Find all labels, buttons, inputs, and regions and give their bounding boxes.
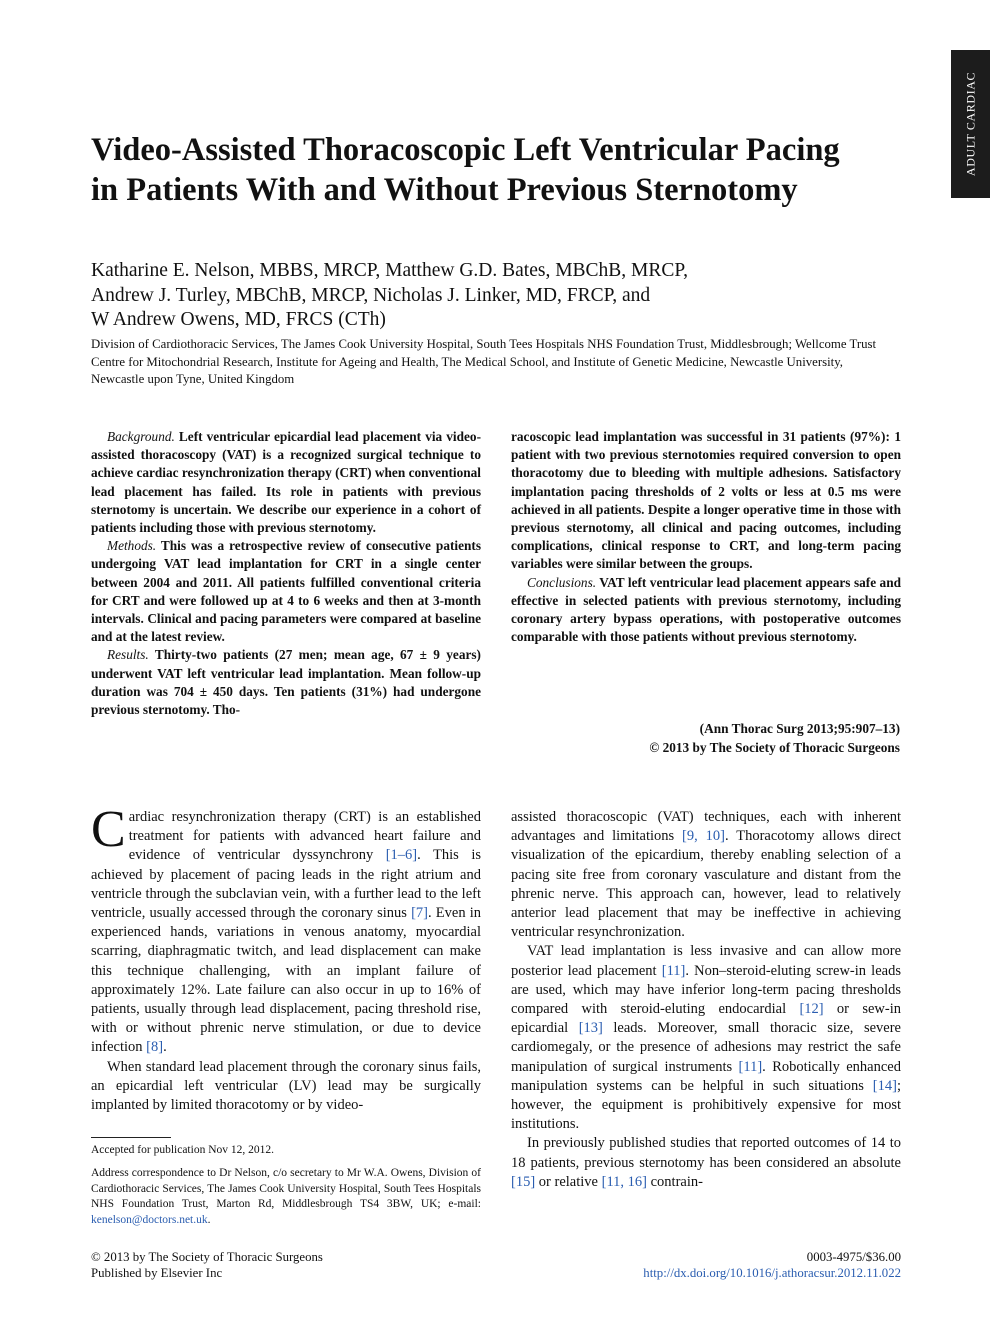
body-paragraph <box>511 808 901 942</box>
abstract-right-column <box>511 428 901 646</box>
abstract-results-continued: racoscopic lead implantation was successful in 31 patients (97%): 1 patient with two previous sternotomies required conversion to open thoracotomy due to bleeding with multiple adhesions. Satisfactory implantation pacing thresholds of 2 volts or less at 0.5 ms were achieved in all patients. Despite a longer operative time in those with previous sternotomy, all clinical and pacing outcomes, including complications, clinical response to CRT, and long-term pacing variables were similar between the groups. <box>511 429 901 572</box>
body-text: . Thoracotomy allows direct visualization of the epicardium, thereby enabling selection of a pacing site free from coronary vasculature and distant from the phrenic nerve. This approach can, however, lead to relatively anterior lead placement that may be ineffective in achieving ventricular resynchronization. <box>511 828 901 941</box>
citation-link[interactable]: [11] <box>738 1058 763 1075</box>
drop-cap: C <box>91 801 126 858</box>
abstract-conclusions: Conclusions. VAT left ventricular lead placement appears safe and effective in selected patients with previous sternotomy, including coronary artery bypass operations, with postoperative outcomes comparable with those patients without previous sternotomy. <box>511 574 901 645</box>
author-list <box>91 259 851 333</box>
citation-link[interactable]: [15] <box>511 1173 536 1190</box>
footer-publisher: Published by Elsevier Inc <box>91 1265 223 1280</box>
affiliation: Division of Cardiothoracic Services, The James Cook University Hospital, South Tees Hospitals NHS Foundation Trust, Middlesbrough; Wellcome Trust Centre for Mitochondrial Research, Institute for Ageing and Health, The Medical School, and Institute of Genetic Medicine, Newcastle University, Newcastle upon Tyne, United Kingdom <box>91 337 877 386</box>
body-text: assisted thoracoscopic (VAT) techniques, each with inherent advantages and limitations <box>511 809 901 845</box>
abstract-label: Background. <box>107 429 175 444</box>
footer-copyright: © 2013 by The Society of Thoracic Surgeons <box>91 1250 323 1264</box>
citation-copyright: © 2013 by The Society of Thoracic Surgeons <box>649 739 900 755</box>
citation-link[interactable]: [9, 10] <box>682 828 725 845</box>
abstract-label: Results. <box>107 647 149 663</box>
abstract-label: Conclusions. <box>527 574 597 590</box>
body-text: When standard lead placement through the coronary sinus fails, an epicardial left ventricular (LV) lead may be surgically implanted by limited thoracotomy or by video- <box>91 1058 481 1114</box>
body-text: . Even in experienced hands, variations in venous anatomy, myocardial scarring, diaphragmatic twitch, and lead displacement can make this technique challenging, with an implant failure of approximately 12%. Late failure can also occur in up to 16% of patients, usually through lead displacement, pacing threshold rise, with or without phrenic nerve stimulation, or due to device infection <box>91 905 481 1056</box>
body-paragraph <box>511 942 901 1134</box>
abstract-results: Results. Thirty-two patients (27 men; mean age, 67 ± 9 years) underwent VAT left ventricular lead implantation. Mean follow-up duration was 704 ± 450 days. Ten patients (31%) had undergone previous sternotomy. Tho- <box>91 647 481 718</box>
body-paragraph <box>511 1134 901 1192</box>
body-text: leads. Moreover, small thoracic size, severe cardiomegaly, or the presence of adhesions may restrict the safe manipulation of surgical instruments <box>511 1020 901 1075</box>
body-paragraph <box>91 1058 481 1116</box>
author-line: Katharine E. Nelson, MBBS, MRCP, Matthew G.D. Bates, MBChB, MRCP, <box>91 260 688 281</box>
footnote-divider <box>91 1137 171 1138</box>
section-tab <box>951 50 990 198</box>
body-left-column <box>91 801 481 1115</box>
body-text: ardiac resynchronization therapy (CRT) is an established treatment for patients with advanced heart failure and evidence of ventricular dyssynchrony <box>128 809 481 864</box>
body-text: In previously published studies that reported outcomes of 14 to 18 patients, previous sternotomy has been considered an absolute <box>511 1135 901 1171</box>
author-line: W Andrew Owens, MD, FRCS (CTh) <box>91 309 386 330</box>
body-text: contrain- <box>646 1173 703 1190</box>
footer-issn: 0003-4975/$36.00 <box>806 1250 901 1264</box>
body-paragraph <box>91 801 481 1058</box>
citation-link[interactable]: [8] <box>146 1039 164 1056</box>
email-link[interactable]: kenelson@doctors.net.uk <box>91 1213 208 1226</box>
body-text: VAT lead implantation is less invasive and can allow more posterior lead placement <box>511 943 901 979</box>
abstract-left-column <box>91 428 481 719</box>
abstract-methods: Methods. This was a retrospective review of consecutive patients undergoing VAT lead implantation for CRT in a single center between 2004 and 2011. All patients fulfilled conventional criteria for CRT and were followed up at 4 to 6 weeks and then at 3-month intervals. Clinical and pacing parameters were compared at baseline and at the latest review. <box>91 538 481 645</box>
body-text: or relative <box>535 1173 602 1190</box>
citation-link[interactable]: [13] <box>578 1020 603 1037</box>
article-title: Video-Assisted Thoracoscopic Left Ventricular Pacing in Patients With and Without Previous Sternotomy <box>91 132 840 208</box>
author-line: Andrew J. Turley, MBChB, MRCP, Nicholas J. Linker, MD, FRCP, and <box>91 284 651 306</box>
citation-link[interactable]: [14] <box>872 1077 897 1094</box>
citation-reference: (Ann Thorac Surg 2013;95:907–13) <box>699 721 900 736</box>
footnote-accepted: Accepted for publication Nov 12, 2012. <box>91 1144 274 1156</box>
body-text: . This is achieved by placement of pacing leads in the right atrium and ventricle through the subclavian vein, with a further lead to the left ventricle, usually accessed through the coronary sinus <box>91 847 481 922</box>
citation-link[interactable]: [1–6] <box>385 847 418 864</box>
footer-right <box>560 1250 901 1281</box>
abstract-background: Background. Left ventricular epicardial lead placement via video-assisted thoracoscopy (VAT) is a recognized surgical technique to achieve cardiac resynchronization therapy (CRT) when conventional lead placement has failed. Its role in patients with previous sternotomy is uncertain. We describe our experience in a cohort of patients including those with previous sternotomy. <box>91 429 481 536</box>
section-tab-label: ADULT CARDIAC <box>963 71 977 177</box>
body-text: . <box>163 1039 167 1056</box>
citation-link[interactable]: [12] <box>799 1001 824 1018</box>
body-text: . Non–steroid-eluting screw-in leads are used, which may have inferior long-term pacing thresholds compared with steroid-eluting endocardial <box>511 962 901 1018</box>
body-text: or sew-in epicardial <box>511 1001 901 1037</box>
abstract-label: Methods. <box>107 538 157 554</box>
body-text: . Robotically enhanced manipulation systems can be helpful in such situations <box>511 1058 901 1094</box>
journal-citation <box>560 720 900 757</box>
citation-link[interactable]: [11] <box>661 962 686 979</box>
body-text: ; however, the equipment is prohibitively expensive for most institutions. <box>511 1077 901 1133</box>
body-right-column <box>511 808 901 1192</box>
citation-link[interactable]: [7] <box>411 905 429 922</box>
footer-left <box>91 1250 511 1281</box>
doi-link[interactable]: http://dx.doi.org/10.1016/j.athoracsur.2012.11.022 <box>643 1265 901 1280</box>
citation-link[interactable]: [11, 16] <box>601 1173 647 1190</box>
footnote-address: Address correspondence to Dr Nelson, c/o secretary to Mr W.A. Owens, Division of Cardiothoracic Services, The James Cook University Hospital, South Tees Hospitals NHS Foundation Trust, Marton Rd, Middlesbrough TS4 3BW, UK; e-mail: kenelson@doctors.net.uk. <box>91 1167 481 1226</box>
